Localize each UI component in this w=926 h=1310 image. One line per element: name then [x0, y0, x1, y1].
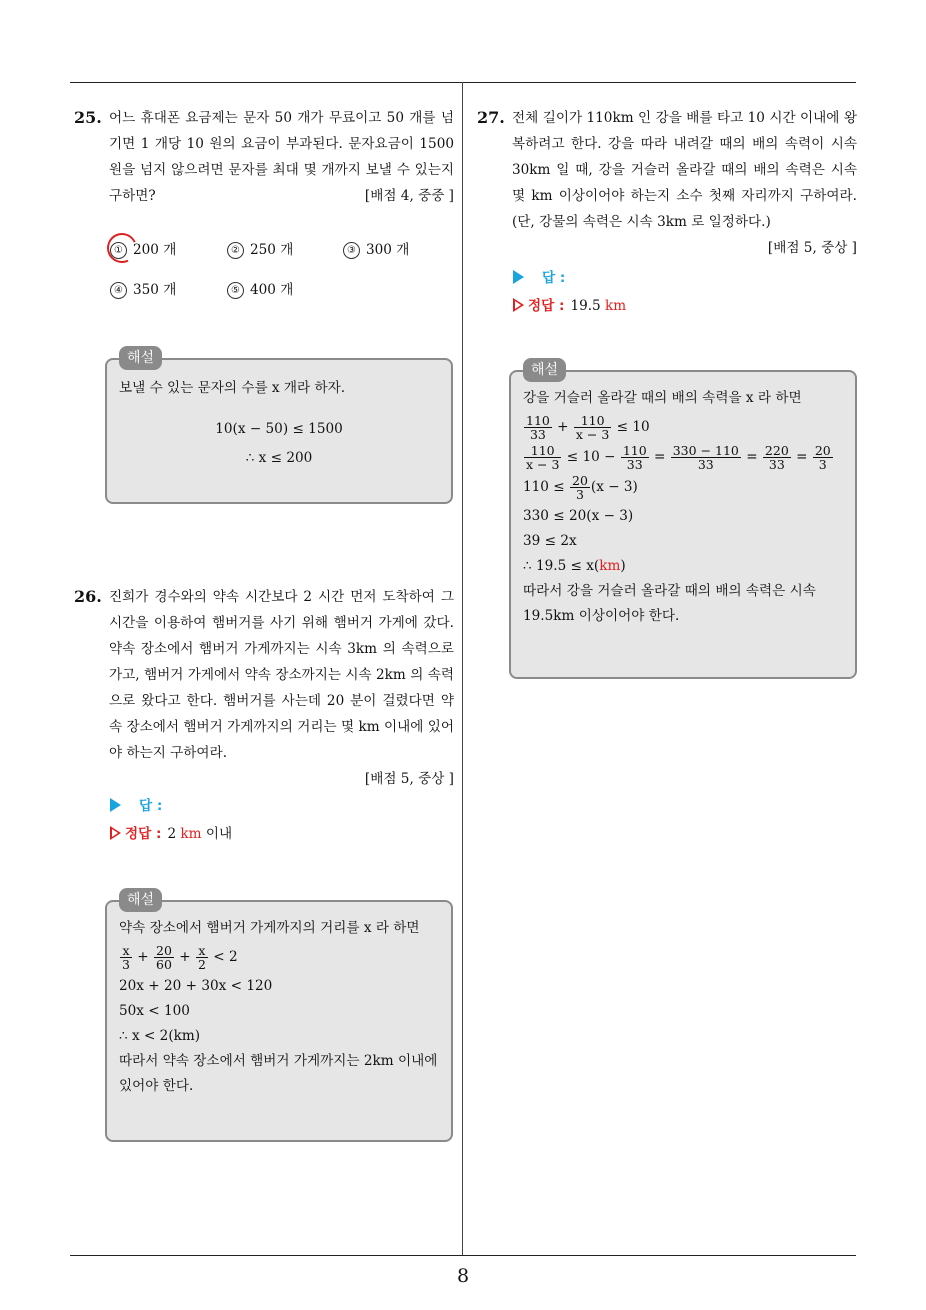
choice-label: 200 개	[133, 242, 177, 258]
correct-label: 정답 :	[528, 298, 565, 314]
solution-box-25	[105, 350, 453, 504]
solution-line: 따라서 약속 장소에서 햄버거 가게까지는 2km 이내에 있어야 한다.	[119, 1053, 438, 1094]
answer-label: 답 :	[542, 270, 566, 286]
question-25	[74, 105, 454, 209]
correct-unit: km	[605, 298, 627, 314]
correct-answer-row	[110, 820, 450, 848]
choice-marker: ③	[343, 242, 360, 259]
question-text: 진희가 경수와의 약속 시간보다 2 시간 먼저 도착하여 그 시간을 이용하여 햄버거를 사기 위해 햄버거 가게에 갔다. 약속 장소에서 햄버거 가게까지는 시속 3km 의 속력으로 가고, 햄버거 가게에서 약속 장소까지는 시속 2km 의 속력으로 왔다고 한다. 햄버거를 사는데 20 분이 걸렸다면 약속 장소에서 햄버거 가게까지의 거리는 몇 km 이내에 있어야 하는지 구하여라.	[109, 589, 454, 761]
selected-circle-mark	[103, 229, 141, 267]
solution-line: 보낼 수 있는 문자의 수를 x 개라 하자.	[119, 380, 346, 396]
correct-answer-row	[513, 292, 853, 320]
solution-tag: 해설	[119, 888, 162, 912]
fraction: $\frac{110}{33}$	[526, 413, 550, 442]
choice-label: 350 개	[133, 282, 177, 298]
column-divider	[462, 82, 463, 1256]
answer-block-26	[110, 792, 450, 848]
solution-inequality: $\frac{x}{3}$ + $\frac{20}{60}$ + $\frac{x}{2}$ < 2	[122, 943, 238, 972]
choice-1[interactable]	[110, 238, 176, 259]
question-number: 25.	[74, 108, 102, 127]
solution-line: ∴ x < 2(km)	[119, 1028, 201, 1044]
top-rule	[70, 82, 856, 83]
solution-line: 20x + 20 + 30x < 120	[119, 978, 273, 994]
choice-marker: ⑤	[227, 282, 244, 299]
question-text: 전체 길이가 110km 인 강을 배를 타고 10 시간 이내에 왕복하려고 한다. 강을 따라 내려갈 때의 배의 속력이 시속 30km 일 때, 강을 거슬러 올라갈 때의 배의 속력은 시속 몇 km 이상이어야 하는지 소수 첫째 자리까지 구하여라. (단, 강물의 속력은 시속 3km 로 일정하다.)	[512, 110, 857, 230]
solution-equation: ∴ x ≤ 200	[245, 450, 313, 466]
play-triangle-icon	[110, 798, 121, 812]
question-26	[74, 584, 454, 792]
solution-tag: 해설	[523, 358, 566, 382]
solution-line: 약속 장소에서 햄버거 가게까지의 거리를 x 라 하면	[119, 920, 420, 936]
fraction: $\frac{110}{x - 3}$	[526, 443, 560, 472]
fraction: $\frac{20}{3}$	[814, 443, 831, 472]
answer-block-27	[513, 264, 853, 320]
solution-line: 39 ≤ 2x	[523, 533, 577, 549]
fraction: $\frac{x}{2}$	[197, 943, 206, 972]
choice-3[interactable]	[343, 238, 409, 259]
correct-unit: km	[180, 826, 202, 842]
question-meta: [배점 4, 중중 ]	[364, 188, 454, 204]
choice-5[interactable]	[227, 278, 293, 299]
correct-value: 19.5	[570, 298, 601, 314]
fraction: $\frac{110}{33}$	[622, 443, 647, 472]
solution-inequality: 110 ≤ $\frac{20}{3}$ (x − 3)	[523, 473, 638, 502]
play-triangle-icon	[513, 270, 524, 284]
choice-list	[110, 238, 450, 298]
choice-2[interactable]	[227, 238, 293, 259]
solution-line: 50x < 100	[119, 1003, 190, 1019]
question-number: 26.	[74, 587, 102, 606]
solution-tag: 해설	[119, 346, 162, 370]
solution-inequality: $\frac{110}{x - 3}$ ≤ 10 − $\frac{110}{33}$ = $\frac{330 - 110}{33}$ = $\frac{220}{33}$ = $\frac{20}{3}$	[526, 443, 831, 472]
solution-line: 따라서 강을 거슬러 올라갈 때의 배의 속력은 시속 19.5km 이상이어야 한다.	[523, 583, 816, 624]
choice-4[interactable]	[110, 278, 176, 299]
bottom-rule	[70, 1255, 856, 1256]
question-meta: [배점 5, 중상 ]	[767, 240, 857, 256]
solution-box-26	[105, 892, 453, 1142]
choice-marker: ①	[110, 242, 127, 259]
outline-triangle-icon	[513, 298, 524, 312]
choice-label: 250 개	[250, 242, 294, 258]
answer-input-row[interactable]	[513, 264, 853, 292]
fraction: $\frac{330 - 110}{33}$	[672, 443, 739, 472]
choice-marker: ④	[110, 282, 127, 299]
question-text: 어느 휴대폰 요금제는 문자 50 개가 무료이고 50 개를 넘기면 1 개당 10 원의 요금이 부과된다. 문자요금이 1500 원을 넘지 않으려면 문자를 최대 몇 개까지 보낼 수 있는지 구하면?	[109, 110, 454, 204]
choice-label: 400 개	[250, 282, 294, 298]
outline-triangle-icon	[110, 826, 121, 840]
solution-box-27	[509, 362, 857, 679]
answer-label: 답 :	[139, 798, 163, 814]
solution-equation: 10(x − 50) ≤ 1500	[215, 421, 343, 437]
correct-suffix: 이내	[201, 826, 233, 842]
correct-value: 2	[167, 826, 177, 842]
fraction: $\frac{x}{3}$	[122, 943, 130, 972]
question-number: 27.	[477, 108, 505, 127]
fraction: $\frac{20}{60}$	[156, 943, 172, 972]
fraction: $\frac{20}{3}$	[572, 473, 588, 502]
solution-inequality: $\frac{110}{33}$ + $\frac{110}{x - 3}$ ≤ 10	[526, 413, 650, 442]
solution-line: 330 ≤ 20(x − 3)	[523, 508, 634, 524]
page-number: 8	[456, 1265, 470, 1287]
solution-line: 강을 거슬러 올라갈 때의 배의 속력을 x 라 하면	[523, 390, 802, 406]
choice-label: 300 개	[366, 242, 410, 258]
question-meta: [배점 5, 중상 ]	[364, 771, 454, 787]
answer-input-row[interactable]	[110, 792, 450, 820]
question-27	[477, 105, 857, 261]
choice-marker: ②	[227, 242, 244, 259]
solution-line: ∴ 19.5 ≤ x(km)	[523, 558, 626, 574]
fraction: $\frac{220}{33}$	[764, 443, 789, 472]
correct-label: 정답 :	[125, 826, 162, 842]
fraction: $\frac{110}{x - 3}$	[575, 413, 610, 442]
